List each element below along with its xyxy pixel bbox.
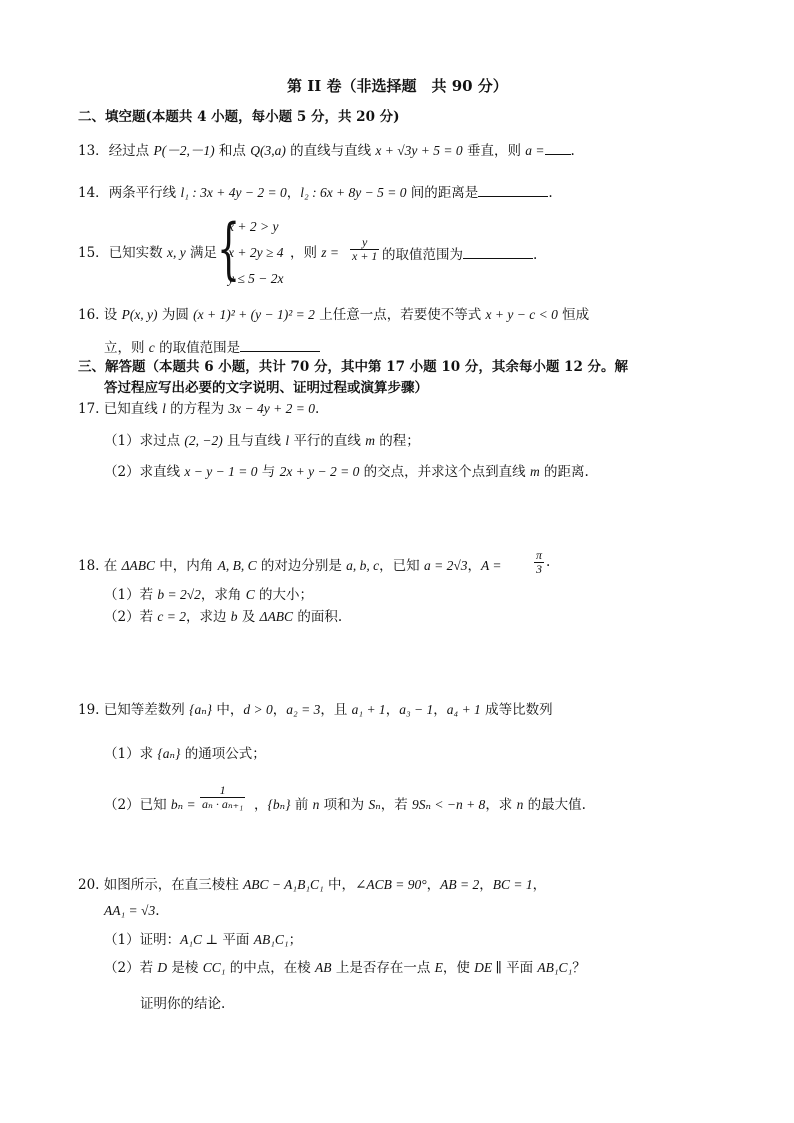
question-16: 16. 设 P(x, y) 为圆 (x + 1)² + (y − 1)² = 2 上任意一点，若要使不等式 x + y − c < 0 恒成 [78,307,590,323]
section3-heading-2: 答过程应写出必要的文字说明、证明过程或演算步骤） [104,380,428,396]
page-title: 第 II 卷（非选择题 共 90 分） [287,77,508,95]
question-20-part-2: （2）若 D 是棱 CC₁ 的中点，在棱 AB 上是否存在一点 E，使 DE ∥ 平面 AB₁C₁？ [104,960,586,976]
fraction-z: $\frac{y}{x + 1}$ [352,235,378,263]
question-15: 15．已知实数 x, y 满足 [78,245,218,261]
question-15-tail: ，则 z = [290,245,340,261]
section3-heading-1: 三、解答题（本题共 6 小题，共计 70 分，其中第 17 小题 10 分，其余每小题 12 分。解 [78,359,629,375]
question-14: 14．两条平行线 l₁ : 3x + 4y − 2 = 0，l₂ : 6x + 8y − 5 = 0 间的距离是 . [78,182,553,202]
constraint-2: x + 2y ≥ 4 [228,245,284,260]
question-18-part-1: （1）若 b = 2√2，求角 C 的大小； [104,587,314,603]
fraction-pi-3: $\frac{\pi}{3}$ . [536,548,551,576]
question-15-end: 的取值范围为 . [382,244,537,264]
question-19-part-2-tail: ，{bₙ} 前 n 项和为 Sₙ，若 9Sₙ < −n + 8，求 n 的最大值. [254,797,586,813]
answer-blank [240,337,320,352]
answer-blank [478,182,548,197]
question-18: 18. 在 ΔABC 中，内角 A, B, C 的对边分别是 a, b, c，已知 a = 2√3，A = [78,558,502,574]
question-20-line2: AA₁ = √3. [104,903,160,919]
question-17: 17. 已知直线 l 的方程为 3x − 4y + 2 = 0. [78,401,320,417]
constraint-3: y ≤ 5 − 2x [228,271,284,286]
question-20: 20. 如图所示，在直三棱柱 ABC − A₁B₁C₁ 中，∠ACB = 90°，AB = 2，BC = 1， [78,877,547,893]
system-brace: { [217,210,241,287]
question-13: 13．经过点 P(－2,－1) 和点 Q(3,a) 的直线与直线 x + √3y + 5 = 0 垂直，则 a = . [78,140,575,160]
question-19-part-2: （2）已知 bₙ = [104,797,196,813]
constraint-1: x + 2 > y [228,219,279,234]
fraction-bn: $\frac{1}{\text{aₙ · aₙ₊₁}}$ [202,783,244,811]
section2-heading: 二、填空题(本题共 4 小题，每小题 5 分，共 20 分) [78,109,400,125]
answer-blank [545,140,571,155]
question-16-line2: 立，则 c 的取值范围是 [104,337,320,357]
question-19: 19. 已知等差数列 {aₙ} 中，d > 0，a₂ = 3，且 a₁ + 1，a₃ − 1，a₄ + 1 成等比数列 [78,702,553,718]
question-20-part-2-line2: 证明你的结论. [140,996,226,1012]
question-18-part-2: （2）若 c = 2，求边 b 及 ΔABC 的面积. [104,609,343,625]
question-17-part-2: （2）求直线 x − y − 1 = 0 与 2x + y − 2 = 0 的交点，并求这个点到直线 m 的距离. [104,464,589,480]
answer-blank [463,244,533,259]
question-20-part-1: （1）证明：A₁C ⊥ 平面 AB₁C₁； [104,932,303,948]
question-19-part-1: （1）求 {aₙ} 的通项公式； [104,746,266,762]
question-17-part-1: （1）求过点 (2, −2) 且与直线 l 平行的直线 m 的程； [104,433,420,449]
